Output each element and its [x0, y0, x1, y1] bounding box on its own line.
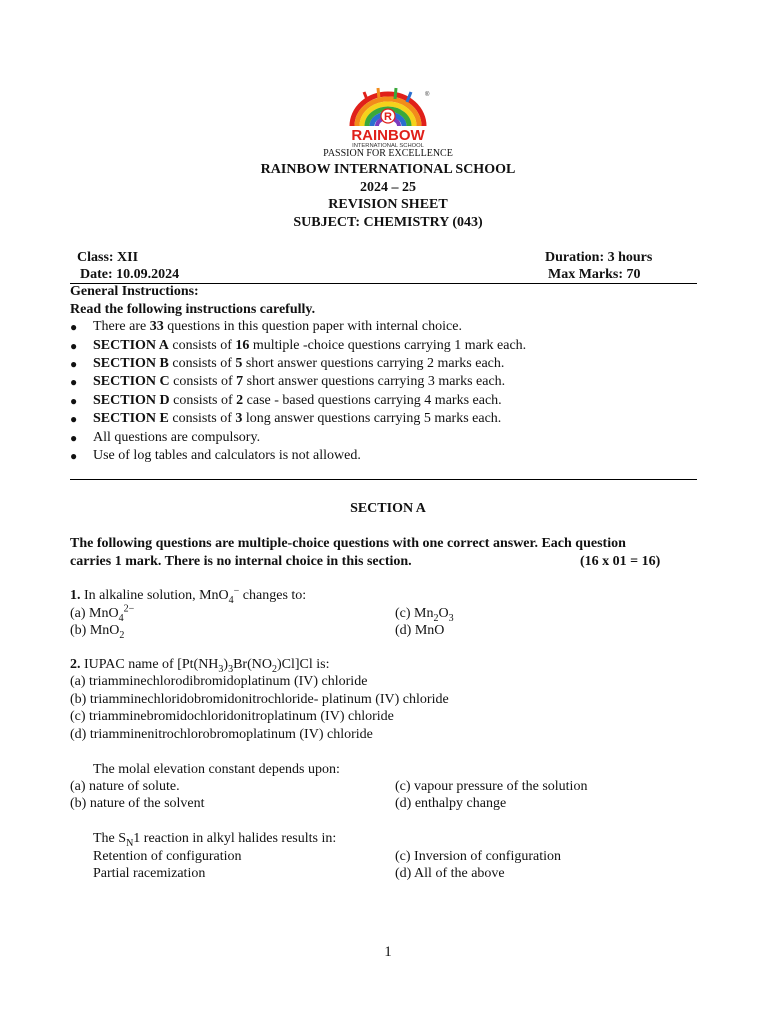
q2-option-c: (c) triamminebromidochloridonitroplatinum (IV) chloride — [70, 709, 394, 724]
section-a-title: SECTION A — [350, 501, 426, 516]
svg-text:RAINBOW: RAINBOW — [351, 127, 425, 144]
list-item: ● Use of log tables and calculators is not allowed. — [70, 447, 361, 463]
bullet-icon: ● — [70, 430, 78, 445]
q2-option-a: (a) triamminechlorodibromidoplatinum (IV) chloride — [70, 674, 368, 689]
q3-option-d: (d) enthalpy change — [395, 796, 507, 811]
instructions-rule — [70, 479, 697, 480]
bullet-icon: ● — [70, 375, 78, 390]
class-label: Class: XII — [77, 250, 139, 265]
q3-option-b: (b) nature of the solvent — [70, 796, 205, 811]
bullet-icon: ● — [70, 412, 78, 427]
q1-option-d: (d) MnO — [395, 623, 445, 638]
q4-option-b: Partial racemization — [93, 866, 206, 881]
list-item: ● SECTION C consists of 7 short answer questions carrying 3 marks each. — [70, 374, 506, 390]
list-item: ● SECTION A consists of 16 multiple -choice questions carrying 1 mark each. — [70, 337, 527, 353]
session: 2024 – 25 — [360, 180, 416, 195]
q3-option-c: (c) vapour pressure of the solution — [395, 779, 588, 794]
list-item: ● All questions are compulsory. — [70, 429, 261, 445]
q4-option-d: (d) All of the above — [395, 866, 505, 881]
page-number: 1 — [384, 944, 392, 960]
q2-option-b: (b) triamminechloridobromidonitrochloride- platinum (IV) chloride — [70, 692, 449, 707]
question-1: 1. In alkaline solution, MnO$_4$− changes to: — [70, 585, 307, 606]
list-item: ● SECTION B consists of 5 short answer questions carrying 2 marks each. — [70, 355, 505, 371]
question-3: The molal elevation constant depends upon: — [93, 762, 340, 777]
instructions-heading: General Instructions: — [70, 284, 199, 299]
q3-option-a: (a) nature of solute. — [70, 779, 180, 794]
q1-option-c: (c) $Mn_2O_3$ — [395, 606, 454, 624]
bullet-icon: ● — [70, 338, 78, 353]
school-tagline: PASSION FOR EXCELLENCE — [323, 148, 453, 159]
question-4: The $S_N1$ reaction in alkyl halides results in: — [93, 831, 337, 849]
date-label: Date: 10.09.2024 — [80, 267, 180, 282]
list-item: ● SECTION D consists of 2 case - based questions carrying 4 marks each. — [70, 392, 502, 408]
q2-option-d: (d) triamminenitrochlorobromoplatinum (IV) chloride — [70, 727, 373, 742]
max-marks-label: Max Marks: 70 — [548, 267, 641, 282]
duration-label: Duration: 3 hours — [545, 250, 653, 265]
svg-text:®: ® — [425, 92, 430, 98]
subject: SUBJECT: CHEMISTRY (043) — [293, 215, 483, 230]
instructions-subheading: Read the following instructions carefully. — [70, 302, 316, 317]
instructions-list — [70, 318, 710, 465]
list-item: ● SECTION E consists of 3 long answer questions carrying 5 marks each. — [70, 411, 502, 427]
bullet-icon: ● — [70, 448, 78, 463]
list-item: ● There are 33 questions in this question paper with internal choice. — [70, 319, 462, 335]
q4-option-a: Retention of configuration — [93, 849, 242, 864]
q1-option-b: (b) MnO$_2$ — [70, 623, 125, 641]
bullet-icon: ● — [70, 393, 78, 408]
section-a-intro-line2: carries 1 mark. There is no internal choice in this section. — [70, 554, 412, 569]
section-a-intro-line1: The following questions are multiple-choice questions with one correct answer. Each question — [70, 536, 626, 551]
sheet-title: REVISION SHEET — [328, 197, 448, 212]
q1-option-a: (a) MnO$_4^{2-}$ — [70, 603, 135, 624]
school-name: RAINBOW INTERNATIONAL SCHOOL — [260, 162, 516, 177]
q4-option-c: (c) Inversion of configuration — [395, 849, 561, 864]
bullet-icon: ● — [70, 356, 78, 371]
bullet-icon: ● — [70, 320, 78, 335]
svg-text:R: R — [384, 111, 392, 123]
question-2: 2. IUPAC name of $[Pt(NH_3)_3Br(NO_2)Cl]Cl$ is: — [70, 657, 330, 675]
svg-text:INTERNATIONAL SCHOOL: INTERNATIONAL SCHOOL — [352, 143, 424, 149]
section-a-marks: (16 x 01 = 16) — [580, 554, 661, 569]
